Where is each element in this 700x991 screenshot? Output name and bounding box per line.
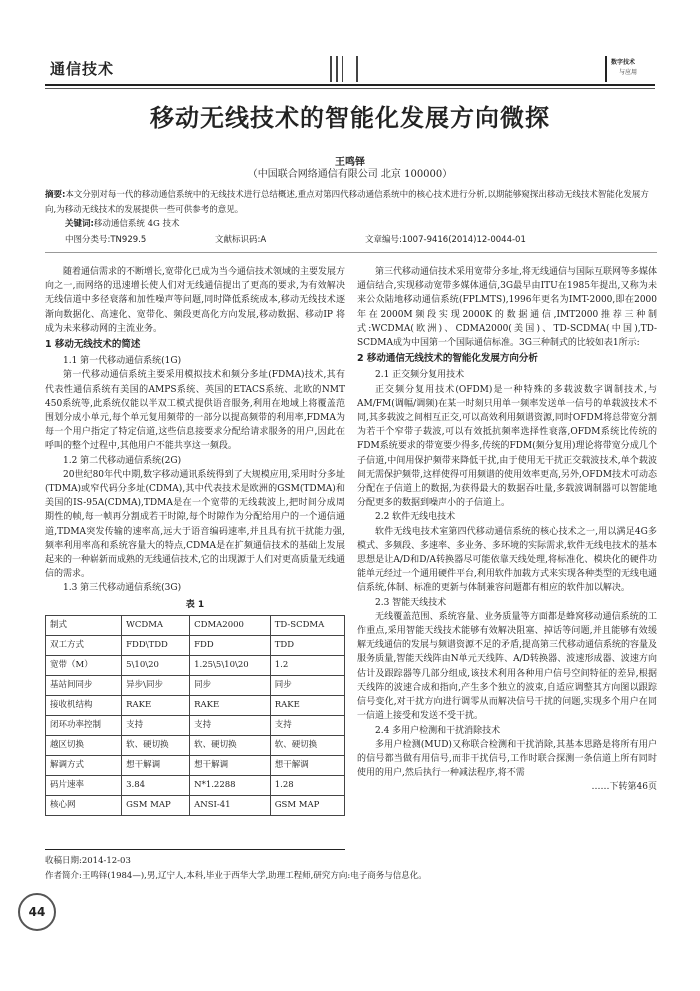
table-cell: RAKE (270, 695, 344, 715)
section-2-4-paragraph: 多用户检测(MUD)又称联合检测和干扰消除,其基本思路是将所有用户的信号都当做有用信号,而非干扰信号,工作时联合探测一条信道上所有同时使用的用户,然后执行一种减法程序,将不需 (357, 739, 657, 779)
footnote-rule (45, 849, 345, 850)
table-cell: 1.2 (270, 655, 344, 675)
logo-line-1: 数字技术 (611, 59, 636, 66)
section-label: 通信技术 (50, 60, 115, 78)
table-header-row (46, 615, 345, 635)
section-2-3-heading: 2.3 智能天线技术 (375, 597, 447, 608)
section-2-3-paragraph: 无线覆盖范围、系统容量、业务质量等方面都是蜂窝移动通信系统的工作重点,采用智能天线技术能够有效解决阻塞、掉话等问题,并且能够有效缓解无线通信的发展与频谱资源不足的矛盾,提高第三代移动通信系统的容量及服务质量,智能天线阵由N单元天线阵、A/D转换器、波速形成器、波速方向估计及跟踪器等几部分组成,该技术利用各种用户信号空间特征的差异,根据天线阵的波速合成和指向,产生多个独立的波束,自适应调整其方向图以跟踪信号变化,对干扰方向进行调零从而解决信号干扰的问题,实现多个用户在同一信道上接受和发送不受干扰。 (357, 611, 657, 722)
table-cell: GSM MAP (122, 795, 190, 815)
clc-number: 中图分类号:TN929.5 (65, 235, 147, 245)
table-cell: CDMA2000 (190, 615, 271, 635)
table-cell: 解调方式 (46, 755, 122, 775)
table-cell: 支持 (270, 715, 344, 735)
abstract-separator (45, 252, 657, 253)
abstract-label: 摘要: (45, 190, 66, 200)
table-cell: ANSI-41 (190, 795, 271, 815)
section-1-2-heading: 1.2 第二代移动通信系统(2G) (63, 455, 182, 466)
page-number: 44 (18, 893, 56, 931)
table-cell: 异步\同步 (122, 675, 190, 695)
left-column (45, 265, 345, 816)
table-cell: N*1.2288 (190, 775, 271, 795)
affiliation: （中国联合网络通信有限公司 北京 100000） (247, 169, 453, 180)
table-row (46, 635, 345, 655)
table-cell: FDD\TDD (122, 635, 190, 655)
table-row (46, 755, 345, 775)
table-cell: 接收机结构 (46, 695, 122, 715)
table-row (46, 735, 345, 755)
header-decoration (330, 56, 360, 82)
table-cell: RAKE (122, 695, 190, 715)
table-cell: WCDMA (122, 615, 190, 635)
table-cell: 同步 (190, 675, 271, 695)
table-row (46, 695, 345, 715)
section-2-heading: 2 移动通信无线技术的智能化发展方向分析 (357, 353, 538, 365)
table-cell: 软、硬切换 (190, 735, 271, 755)
section-1-2-paragraph: 20世纪80年代中期,数字移动通讯系统得到了大规模应用,采用时分多址(TDMA)或窄代码分多址(CDMA),其中代表技术是欧洲的GSM(TDMA)和美国的IS-95A(CDMA),TDMA是在一个宽带的无线载波上,把时间分成周期性的帧,每一帧再分割成若干时隙,每个时隙作为分配给用户的一个通信通道,TDMA突发传输的速率高,远大于语音编码速率,并且具有抗干扰能力强,频率利用率高和系统容量大的特点,CDMA是在扩频通信技术的基础上发展起来的一种崭新而成熟的无线通信技术,它的出现源于人们对更高质量无线通信的需求。 (45, 469, 345, 580)
table-cell: 制式 (46, 615, 122, 635)
section-2-4-heading: 2.4 多用户检测和干扰消除技术 (375, 725, 501, 736)
table-cell: 软、硬切换 (122, 735, 190, 755)
table-cell: 支持 (122, 715, 190, 735)
section-2-2-paragraph: 软件无线电技术室第四代移动通信系统的核心技术之一,用以满足4G多模式、多频段、多速率、多业务、多环境的实际需求,软件无线电技术的基本思想是让A/D和D/A转换器尽可能依靠天线处理,将标准化、模块化的硬件功能单元经过一个通用硬件平台,利用软件加载方式来实现各种类型的无线电通信系统,体制、标准的更新与体制兼容问题都有相应的软件加以解决。 (357, 526, 657, 594)
section-1-1-paragraph: 第一代移动通信系统主要采用模拟技术和频分多址(FDMA)技术,其有代表性通信系统有美国的AMPS系统、英国的ETACS系统、北欧的NMT 450系统等,此系统仅能以半双工模式提供语音服务,利用在地域上将覆盖范围划分成小单元,每个单元复用频带的一部分以提高频带的利用率,FDMA为每一个用户指定了特定信道,这些信息接要求分配给请求服务的用户,因此在呼叫的整个过程中,其他用户不能共享这一频段。 (45, 370, 345, 452)
continued-note: ……下转第46页 (591, 782, 657, 793)
table-cell: 想干解调 (122, 755, 190, 775)
table-row (46, 655, 345, 675)
comparison-table (45, 615, 345, 816)
table-cell: 同步 (270, 675, 344, 695)
article-title: 移动无线技术的智能化发展方向微探 (150, 104, 550, 132)
table-cell: RAKE (190, 695, 271, 715)
table-cell: TDD (270, 635, 344, 655)
section-2-1-heading: 2.1 正交频分复用技术 (375, 370, 465, 381)
table-cell: 1.28 (270, 775, 344, 795)
table-cell: 想干解调 (190, 755, 271, 775)
table-caption: 表 1 (185, 599, 205, 610)
section-1-3-paragraph: 第三代移动通信技术采用宽带分多址,将无线通信与国际互联网等多媒体通信结合,实现移动宽带多媒体通信,3G最早由ITU在1985年提出,又称为未来公众陆地移动通信系统(FPLMTS),1996年更名为IMT-2000,即在2000年在2000M频段实现2000K的数据通信,IMT2000推荐三种制式:WCDMA(欧洲)、CDMA2000(美国)、TD-SCDMA(中国),TD-SCDMA成为中国第一个国际通信标准。3G三种制式的比较如表1所示: (357, 267, 657, 349)
table-cell: 3.84 (122, 775, 190, 795)
table-cell: 基站间同步 (46, 675, 122, 695)
table-cell: 支持 (190, 715, 271, 735)
section-2-1-paragraph: 正交频分复用技术(OFDM)是一种特殊的多载波数字调制技术,与AM/FM(调幅/调频)在某一时刻只用单一频率发送单一信号的单载波技术不同,其多载波之间相互正交,可以高效利用频谱资源,同时OFDM将总带宽分割为若干个窄带子载波,可以有效抵抗频率选择性衰落,OFDM系统比传统的FDM系统要求的带宽要少得多,传统的FDM(频分复用)理论将带宽分成几个子信道,中间用保护频带来降低干扰,由于使用无干扰正交载波技术,单个载波间无需保护频带,这样使得可用频谱的使用效率更高,另外,OFDM技术可动态分配在子信道上的数据,为获得最大的数据吞吐量,多载波调制器可以智能地分配更多的数据到噪声小的子信道上。 (357, 384, 657, 509)
table-row (46, 775, 345, 795)
table-row (46, 675, 345, 695)
author-bio: 作者简介:王鸣铎(1984—),男,辽宁人,本科,毕业于西华大学,助理工程师,研究方向:电子商务与信息化。 (45, 871, 427, 881)
table-cell: TD-SCDMA (270, 615, 344, 635)
section-1-3-heading: 1.3 第三代移动通信系统(3G) (63, 583, 182, 594)
section-2-2-heading: 2.2 软件无线电技术 (375, 512, 456, 523)
right-column (357, 265, 657, 795)
abstract-text: 本文分别对每一代的移动通信系统中的无线技术进行总结概述,重点对第四代移动通信系统中的核心技术进行分析,以期能够窥探出移动无线技术智能化发展方向,为移动无线技术的发展提供一些可供参考的意见。 (45, 190, 649, 215)
author-name: 王鸣铎 (335, 157, 365, 168)
section-1-1-heading: 1.1 第一代移动通信系统(1G) (63, 356, 182, 367)
table-cell: 闭环功率控制 (46, 715, 122, 735)
article-number: 文章编号:1007-9416(2014)12-0044-01 (365, 235, 526, 245)
table-cell: 码片速率 (46, 775, 122, 795)
table-cell: 5\10\20 (122, 655, 190, 675)
table-row (46, 715, 345, 735)
doc-code: 文献标识码:A (215, 235, 267, 245)
section-1-heading: 1 移动无线技术的简述 (45, 339, 141, 351)
header-rule-thin (45, 88, 655, 89)
journal-logo (605, 56, 657, 82)
keywords-label: 关键词: (65, 219, 94, 229)
received-date: 收稿日期:2014-12-03 (45, 856, 131, 866)
intro-paragraph: 随着通信需求的不断增长,宽带化已成为当今通信技术领域的主要发展方向之一,而网络的迅速增长使人们对无线通信提出了更高的要求,为有效解决无线信道中多径衰落和加性噪声等问题,同时降低系统成本,移动无线技术逐渐向数据化、高速化、宽带化、频段更高化方向发展,移动数据、移动IP 将成为未来移动网的主流业务。 (45, 267, 345, 334)
table-cell: FDD (190, 635, 271, 655)
table-cell: 核心网 (46, 795, 122, 815)
keywords-text: 移动通信系统 4G 技术 (93, 219, 180, 229)
header-rule (45, 84, 655, 86)
table-cell: 宽带（M） (46, 655, 122, 675)
table-cell: 双工方式 (46, 635, 122, 655)
logo-line-2: 与应用 (619, 69, 638, 76)
table-cell: 1.25\5\10\20 (190, 655, 271, 675)
table-cell: 软、硬切换 (270, 735, 344, 755)
table-cell: 想干解调 (270, 755, 344, 775)
table-cell: 越区切换 (46, 735, 122, 755)
keywords (65, 217, 180, 229)
abstract (45, 188, 657, 218)
table-cell: GSM MAP (270, 795, 344, 815)
table-row (46, 795, 345, 815)
